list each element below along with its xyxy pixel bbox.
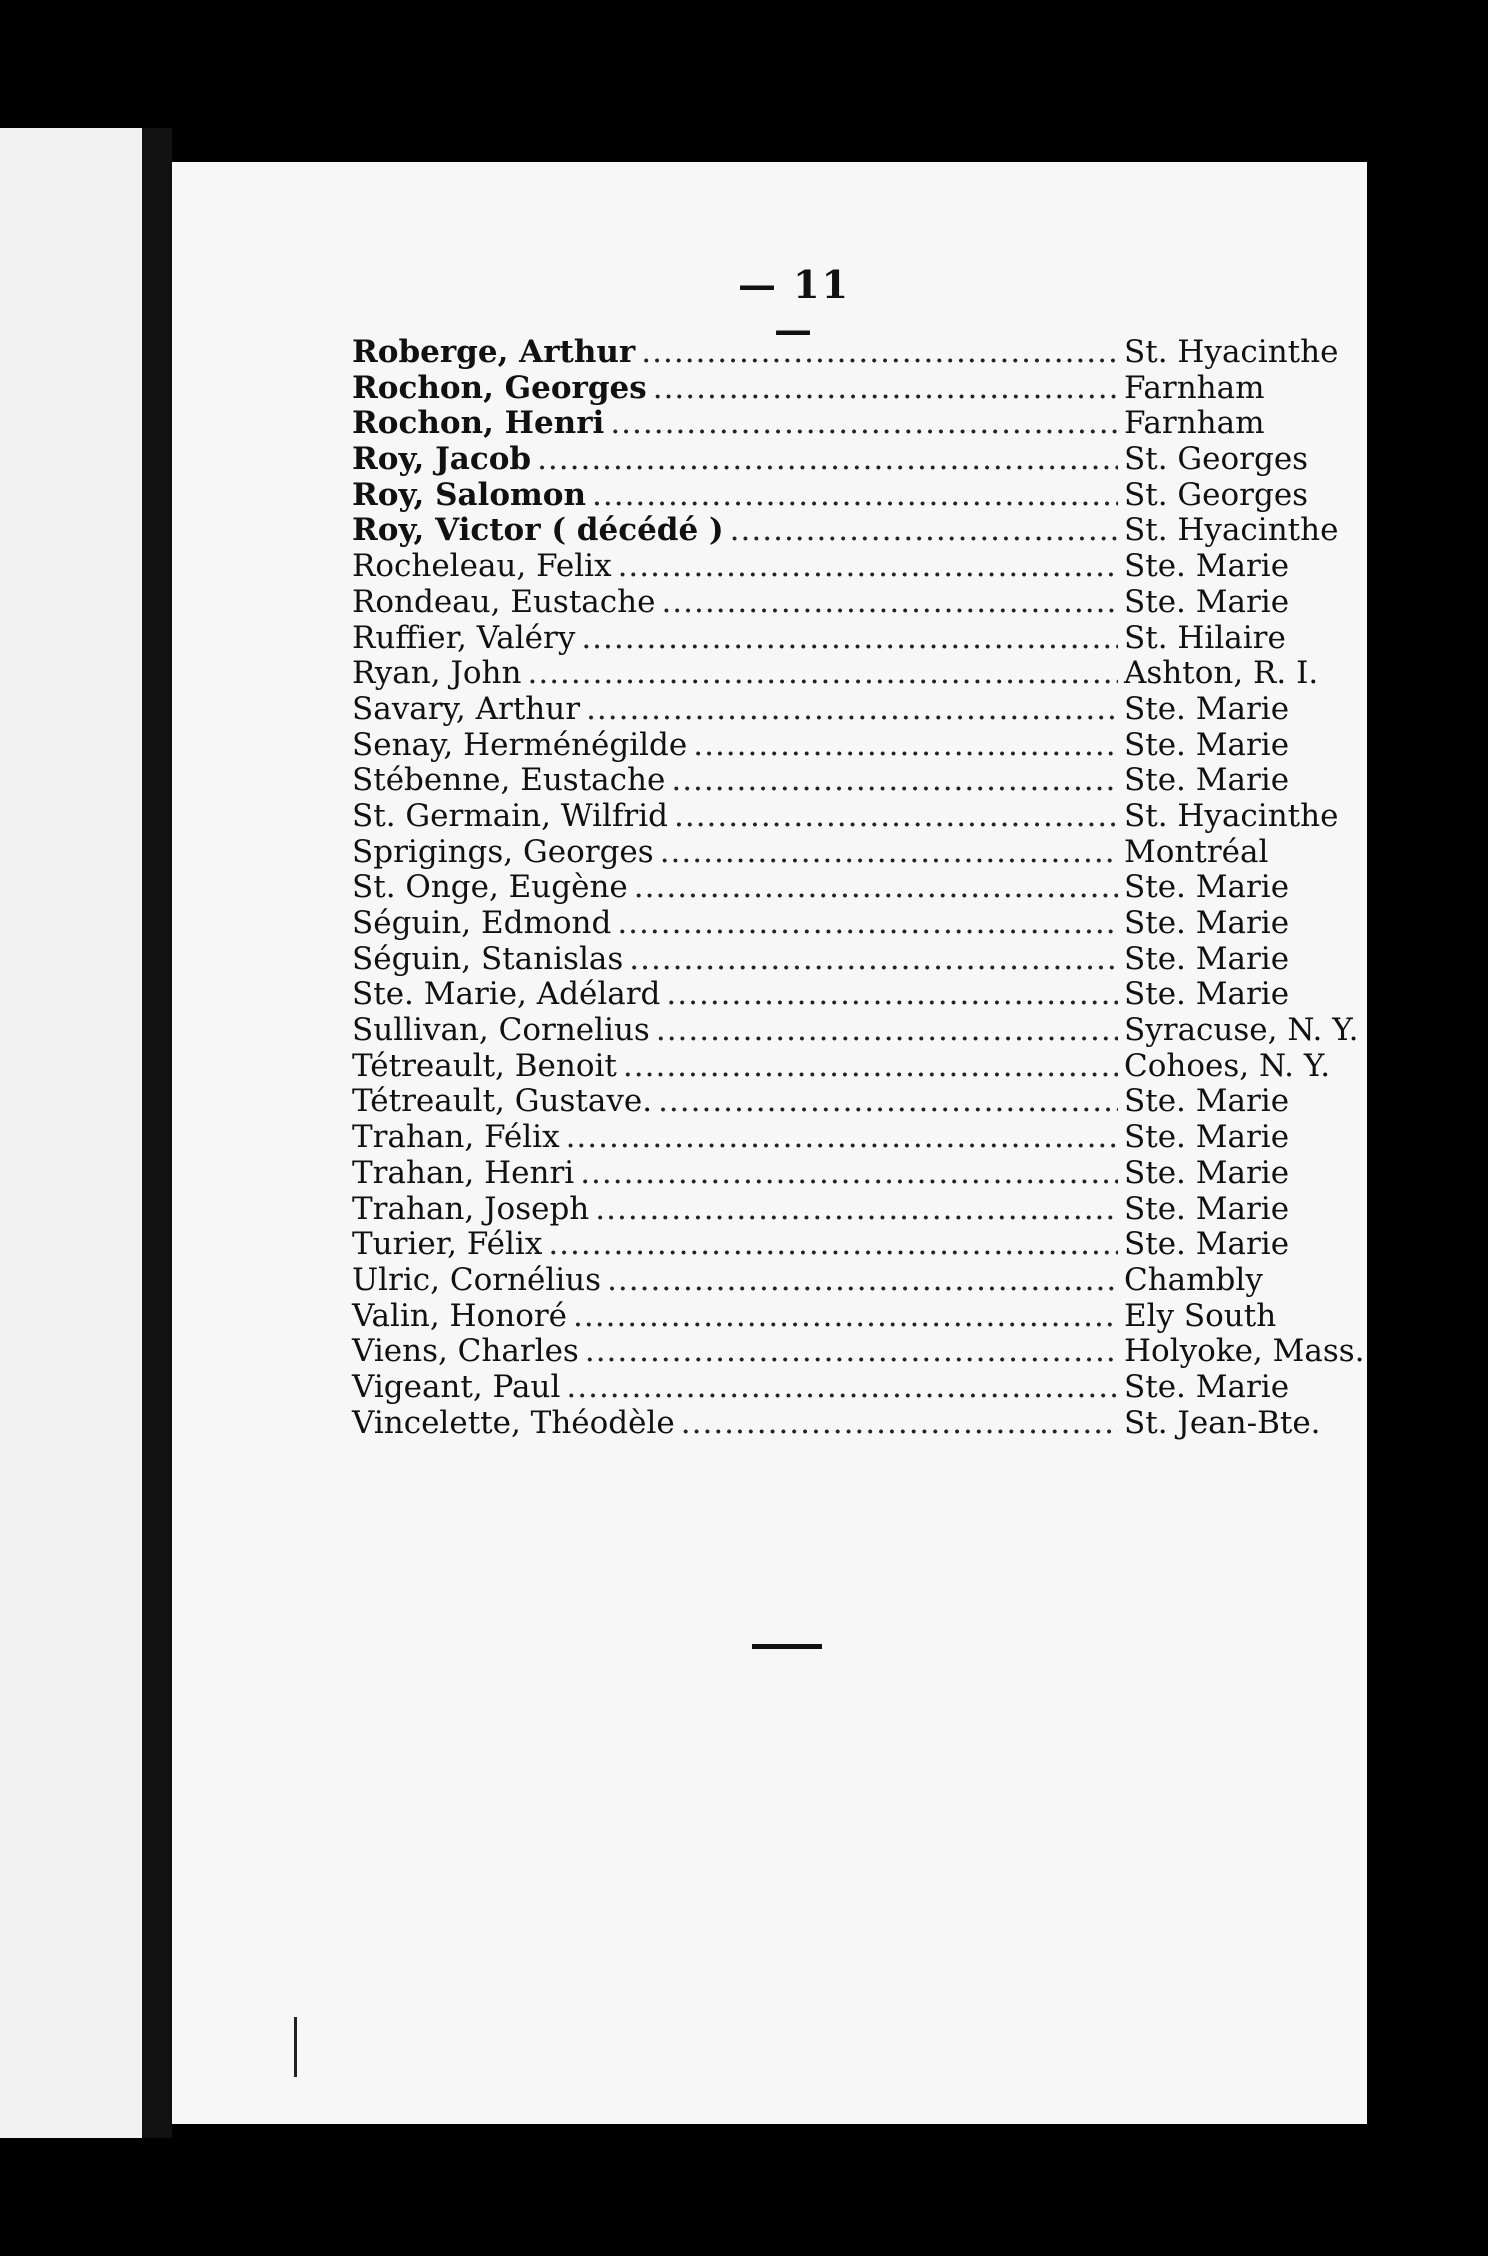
- entry-place: St. Georges: [1124, 441, 1309, 478]
- dot-leader: [641, 334, 1118, 370]
- entry-name: Rochon, Henri: [352, 405, 605, 442]
- dot-leader: [607, 1262, 1118, 1298]
- entry-place: Ste. Marie: [1124, 1226, 1290, 1263]
- entry-place: Ste. Marie: [1124, 583, 1290, 620]
- dot-leader: [661, 584, 1118, 620]
- entry-place: Cohoes, N. Y.: [1124, 1047, 1331, 1084]
- list-item: [352, 941, 1352, 977]
- list-item: [352, 1048, 1352, 1084]
- list-item: [352, 512, 1352, 548]
- entry-name: Roy, Salomon: [352, 476, 587, 513]
- entry-name: Rocheleau, Felix: [352, 548, 612, 585]
- entry-place: Farnham: [1124, 405, 1265, 442]
- entry-name: Tétreault, Gustave.: [352, 1083, 653, 1120]
- entry-place: St. Hyacinthe: [1124, 512, 1339, 549]
- entry-place: Ashton, R. I.: [1124, 655, 1319, 692]
- list-item: [352, 548, 1352, 584]
- dot-leader: [623, 1048, 1118, 1084]
- document-page: [172, 162, 1367, 2124]
- dot-leader: [656, 1012, 1118, 1048]
- list-item: [352, 1226, 1352, 1262]
- list-item: [352, 869, 1352, 905]
- list-item: [352, 1405, 1352, 1441]
- dot-leader: [586, 691, 1118, 727]
- entry-name: Ste. Marie, Adélard: [352, 976, 661, 1013]
- entry-place: Montréal: [1124, 833, 1269, 870]
- entry-place: Ste. Marie: [1124, 940, 1290, 977]
- entry-name: Sullivan, Cornelius: [352, 1012, 650, 1049]
- entry-name: Trahan, Félix: [352, 1119, 560, 1156]
- list-item: [352, 976, 1352, 1012]
- list-item: [352, 1191, 1352, 1227]
- entry-place: Ste. Marie: [1124, 976, 1290, 1013]
- entry-place: St. Georges: [1124, 476, 1309, 513]
- list-item: [352, 1155, 1352, 1191]
- dot-leader: [566, 1369, 1118, 1405]
- entry-place: St. Jean-Bte.: [1124, 1404, 1321, 1441]
- list-item: [352, 727, 1352, 763]
- entry-place: Ste. Marie: [1124, 1119, 1290, 1156]
- list-item: [352, 691, 1352, 727]
- entry-place: Chambly: [1124, 1261, 1263, 1298]
- dot-leader: [585, 1333, 1118, 1369]
- dot-leader: [528, 655, 1119, 691]
- entry-place: Syracuse, N. Y.: [1124, 1012, 1359, 1049]
- dot-leader: [580, 1155, 1118, 1191]
- dot-leader: [618, 548, 1118, 584]
- dot-leader: [693, 727, 1118, 763]
- entry-place: St. Hyacinthe: [1124, 797, 1339, 834]
- list-item: [352, 834, 1352, 870]
- entry-place: Ste. Marie: [1124, 548, 1290, 585]
- entry-name: Rochon, Georges: [352, 369, 647, 406]
- dot-leader: [660, 834, 1118, 870]
- list-item: [352, 477, 1352, 513]
- list-item: [352, 370, 1352, 406]
- entry-name: Ryan, John: [352, 655, 522, 692]
- entry-name: Stébenne, Eustache: [352, 762, 666, 799]
- book-gutter: [142, 128, 172, 2138]
- dot-leader: [629, 941, 1118, 977]
- dot-leader: [548, 1226, 1118, 1262]
- list-item: [352, 905, 1352, 941]
- dot-leader: [666, 976, 1118, 1012]
- dot-leader: [537, 441, 1118, 477]
- entry-name: Trahan, Henri: [352, 1154, 575, 1191]
- entry-name: Séguin, Stanislas: [352, 940, 624, 977]
- entry-name: Viens, Charles: [352, 1333, 579, 1370]
- list-item: [352, 441, 1352, 477]
- entry-name: Roy, Jacob: [352, 441, 532, 478]
- end-rule: [752, 1644, 822, 1649]
- stray-mark: [294, 2017, 297, 2077]
- entry-name: Ruffier, Valéry: [352, 619, 576, 656]
- dot-leader: [634, 869, 1118, 905]
- dot-leader: [658, 1083, 1118, 1119]
- entry-name: Trahan, Joseph: [352, 1190, 590, 1227]
- list-item: [352, 405, 1352, 441]
- entry-name: Tétreault, Benoit: [352, 1047, 617, 1084]
- list-item: [352, 334, 1352, 370]
- list-item: [352, 1333, 1365, 1370]
- entry-place: Ste. Marie: [1124, 1154, 1290, 1191]
- dot-leader: [681, 1405, 1118, 1441]
- entry-name: Valin, Honoré: [352, 1297, 568, 1334]
- entry-place: Ste. Marie: [1124, 690, 1290, 727]
- entry-place: Ste. Marie: [1124, 726, 1290, 763]
- entry-name: Séguin, Edmond: [352, 905, 612, 941]
- dot-leader: [573, 1298, 1118, 1334]
- entry-name: St. Onge, Eugène: [352, 869, 628, 906]
- entry-place: Ste. Marie: [1124, 762, 1290, 799]
- list-item: [352, 620, 1352, 656]
- entry-name: St. Germain, Wilfrid: [352, 797, 668, 834]
- entry-place: Ste. Marie: [1124, 869, 1290, 906]
- entry-name: Rondeau, Eustache: [352, 583, 656, 620]
- list-item: [352, 1012, 1359, 1049]
- list-item: [352, 1369, 1352, 1405]
- list-item: [352, 1262, 1352, 1298]
- adjacent-page-edge: [0, 128, 142, 2138]
- entry-place: Ste. Marie: [1124, 905, 1290, 941]
- list-item: [352, 762, 1352, 798]
- entry-name: Savary, Arthur: [352, 690, 581, 727]
- entry-name: Ulric, Cornélius: [352, 1261, 602, 1298]
- entry-place: Ste. Marie: [1124, 1190, 1290, 1227]
- dot-leader: [674, 798, 1118, 834]
- entry-name: Sprigings, Georges: [352, 833, 654, 870]
- dot-leader: [581, 620, 1118, 656]
- dot-leader: [595, 1191, 1118, 1227]
- entry-place: Ely South: [1124, 1297, 1277, 1334]
- entry-place: St. Hilaire: [1124, 619, 1286, 656]
- entry-place: Ste. Marie: [1124, 1368, 1290, 1405]
- dot-leader: [566, 1119, 1118, 1155]
- entry-name: Roberge, Arthur: [352, 334, 636, 370]
- name-list: [352, 334, 1365, 1441]
- entry-place: St. Hyacinthe: [1124, 334, 1339, 370]
- page-number: — 11 —: [737, 262, 851, 352]
- entry-name: Turier, Félix: [352, 1226, 543, 1263]
- dot-leader: [730, 512, 1118, 548]
- list-item: [352, 584, 1352, 620]
- dot-leader: [610, 405, 1118, 441]
- dot-leader: [653, 370, 1118, 406]
- dot-leader: [617, 905, 1118, 941]
- entry-name: Vigeant, Paul: [352, 1368, 561, 1405]
- list-item: [352, 1298, 1352, 1334]
- entry-place: Farnham: [1124, 369, 1265, 406]
- list-item: [352, 1083, 1352, 1119]
- list-item: [352, 1119, 1352, 1155]
- entry-name: Senay, Herménégilde: [352, 726, 688, 763]
- entry-name: Vincelette, Théodèle: [352, 1404, 675, 1441]
- entry-place: Holyoke, Mass.: [1124, 1333, 1365, 1370]
- entry-place: Ste. Marie: [1124, 1083, 1290, 1120]
- list-item: [352, 655, 1352, 691]
- list-item: [352, 798, 1352, 834]
- dot-leader: [671, 762, 1118, 798]
- entry-name: Roy, Victor ( décédé ): [352, 512, 724, 549]
- dot-leader: [592, 477, 1118, 513]
